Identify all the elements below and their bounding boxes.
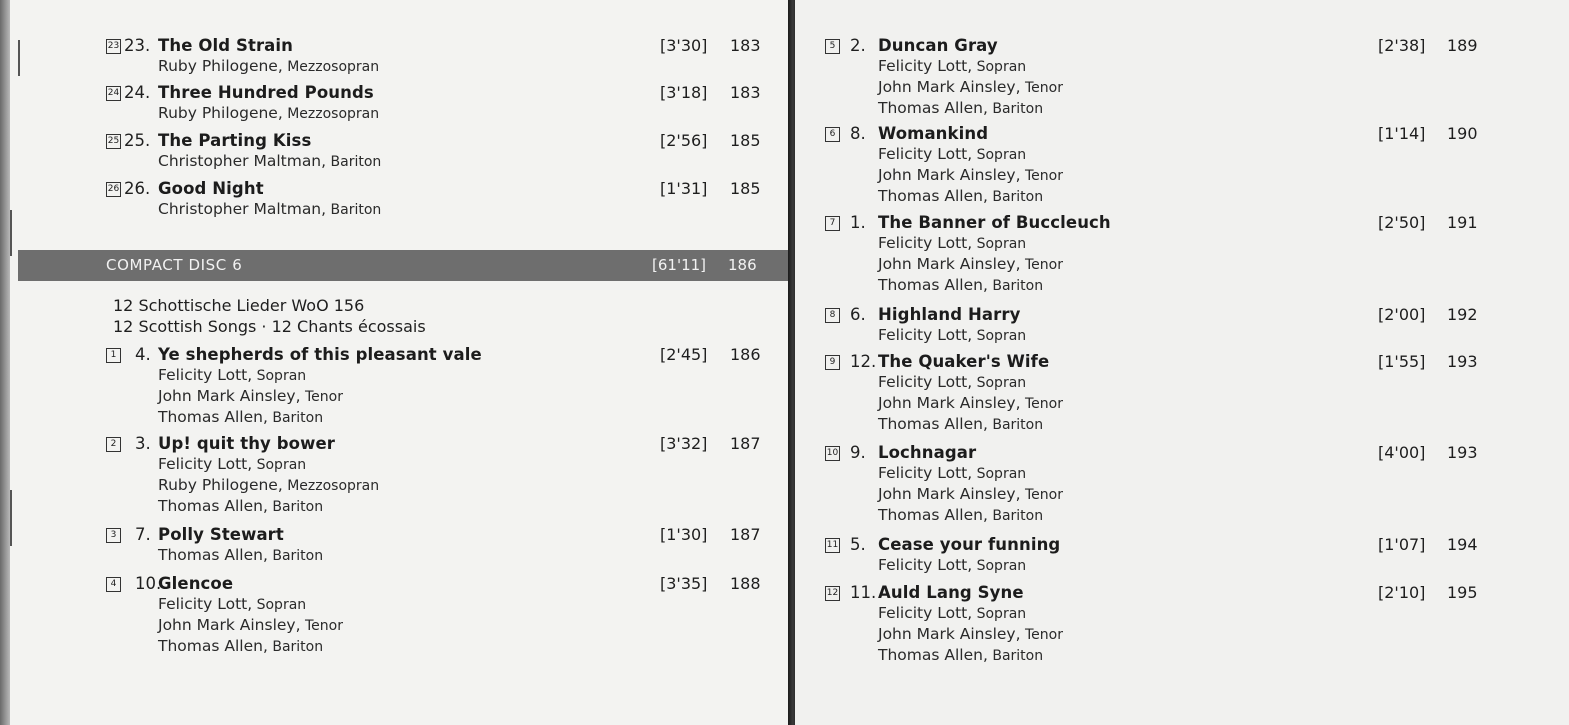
- performer-role: Bariton: [267, 410, 324, 426]
- performer-line: [158, 200, 381, 218]
- performer-line: [878, 506, 1043, 524]
- track-title: Polly Stewart: [158, 525, 284, 544]
- performer-name: Thomas Allen,: [158, 408, 268, 426]
- track-duration: [1'14]: [1378, 124, 1426, 143]
- performer-line: [878, 187, 1043, 205]
- performer-name: Felicity Lott,: [878, 464, 973, 482]
- track-title: Glencoe: [158, 574, 234, 593]
- performer-line: [158, 387, 343, 405]
- performer-line: [878, 99, 1043, 117]
- track-title: The Banner of Buccleuch: [878, 213, 1111, 232]
- performer-line: [158, 497, 323, 515]
- performer-role: Mezzosopran: [282, 59, 380, 75]
- disc-page: 186: [728, 256, 757, 274]
- track-number-box-icon: 2: [106, 437, 121, 452]
- page-edge: [0, 0, 10, 725]
- track-title: Womankind: [878, 124, 989, 143]
- track-number: 5.: [850, 535, 866, 554]
- performer-name: Felicity Lott,: [158, 595, 253, 613]
- track-page-number: 187: [730, 525, 761, 544]
- performer-line: [878, 57, 1026, 75]
- track-number-box-icon: 1: [106, 348, 121, 363]
- performer-name: Christopher Maltman,: [158, 152, 327, 170]
- track-number: 24.: [124, 83, 151, 102]
- performer-name: Ruby Philogene,: [158, 57, 283, 75]
- performer-name: Felicity Lott,: [878, 373, 973, 391]
- performer-role: Mezzosopran: [282, 478, 380, 494]
- performer-role: Bariton: [326, 154, 382, 170]
- track-number: 3.: [135, 434, 151, 453]
- margin-rule: [18, 40, 20, 76]
- performer-line: [158, 408, 323, 426]
- track-number: 10.: [135, 574, 162, 593]
- performer-name: Thomas Allen,: [878, 99, 988, 117]
- performer-line: [878, 464, 1026, 482]
- performer-role: Sopran: [972, 375, 1027, 391]
- performer-name: Felicity Lott,: [158, 455, 253, 473]
- performer-line: [158, 637, 323, 655]
- performer-name: John Mark Ainsley,: [878, 485, 1021, 503]
- track-title: Duncan Gray: [878, 36, 998, 55]
- track-number-box-icon: 24: [106, 86, 121, 101]
- performer-name: Felicity Lott,: [878, 145, 973, 163]
- track-page-number: 193: [1447, 352, 1478, 371]
- performer-role: Tenor: [1020, 627, 1063, 643]
- track-number: 7.: [135, 525, 151, 544]
- track-duration: [1'55]: [1378, 352, 1426, 371]
- performer-role: Sopran: [252, 368, 307, 384]
- performer-name: John Mark Ainsley,: [158, 616, 301, 634]
- performer-name: Felicity Lott,: [878, 57, 973, 75]
- performer-line: [158, 476, 379, 494]
- track-number: 11.: [850, 583, 877, 602]
- performer-name: Thomas Allen,: [878, 646, 988, 664]
- performer-role: Sopran: [972, 59, 1027, 75]
- performer-line: [878, 485, 1063, 503]
- track-duration: [1'07]: [1378, 535, 1426, 554]
- performer-name: Thomas Allen,: [878, 415, 988, 433]
- performer-role: Tenor: [1020, 168, 1063, 184]
- performer-line: [878, 255, 1063, 273]
- track-page-number: 188: [730, 574, 761, 593]
- track-duration: [3'32]: [660, 434, 708, 453]
- performer-name: Felicity Lott,: [878, 326, 973, 344]
- performer-role: Bariton: [267, 639, 324, 655]
- track-page-number: 186: [730, 345, 761, 364]
- performer-line: [878, 556, 1026, 574]
- performer-name: Felicity Lott,: [878, 604, 973, 622]
- performer-role: Tenor: [1020, 487, 1063, 503]
- track-number: 6.: [850, 305, 866, 324]
- performer-line: [158, 455, 306, 473]
- track-duration: [2'45]: [660, 345, 708, 364]
- track-number-box-icon: 8: [825, 308, 840, 323]
- performer-role: Tenor: [300, 389, 343, 405]
- performer-name: Felicity Lott,: [878, 234, 973, 252]
- performer-role: Sopran: [972, 236, 1027, 252]
- track-number-box-icon: 4: [106, 577, 121, 592]
- performer-role: Tenor: [1020, 396, 1063, 412]
- track-number: 23.: [124, 36, 151, 55]
- collection-subtitle: 12 Scottish Songs · 12 Chants écossais: [113, 317, 426, 336]
- track-number-box-icon: 7: [825, 216, 840, 231]
- performer-name: John Mark Ainsley,: [878, 625, 1021, 643]
- performer-line: [878, 604, 1026, 622]
- performer-line: [878, 166, 1063, 184]
- performer-role: Sopran: [972, 606, 1027, 622]
- track-title: Three Hundred Pounds: [158, 83, 374, 102]
- track-number-box-icon: 11: [825, 538, 840, 553]
- track-duration: [2'50]: [1378, 213, 1426, 232]
- track-number-box-icon: 25: [106, 134, 121, 149]
- performer-line: [158, 595, 306, 613]
- disc-label: COMPACT DISC 6: [106, 256, 243, 274]
- track-number-box-icon: 12: [825, 586, 840, 601]
- performer-role: Bariton: [987, 508, 1044, 524]
- performer-name: Ruby Philogene,: [158, 476, 283, 494]
- performer-line: [158, 616, 343, 634]
- performer-name: Thomas Allen,: [158, 637, 268, 655]
- performer-name: Felicity Lott,: [158, 366, 253, 384]
- collection-title: 12 Schottische Lieder WoO 156: [113, 296, 365, 315]
- track-number-box-icon: 6: [825, 127, 840, 142]
- track-title: Highland Harry: [878, 305, 1021, 324]
- track-number: 25.: [124, 131, 151, 150]
- track-page-number: 191: [1447, 213, 1478, 232]
- performer-role: Sopran: [972, 328, 1027, 344]
- track-page-number: 194: [1447, 535, 1478, 554]
- track-page-number: 185: [730, 179, 761, 198]
- performer-role: Tenor: [1020, 257, 1063, 273]
- track-title: The Quaker's Wife: [878, 352, 1050, 371]
- performer-line: [158, 152, 381, 170]
- performer-role: Sopran: [972, 147, 1027, 163]
- performer-name: John Mark Ainsley,: [878, 255, 1021, 273]
- track-title: The Parting Kiss: [158, 131, 312, 150]
- track-page-number: 195: [1447, 583, 1478, 602]
- track-title: Good Night: [158, 179, 264, 198]
- track-number-box-icon: 23: [106, 39, 121, 54]
- track-number: 26.: [124, 179, 151, 198]
- track-duration: [1'31]: [660, 179, 708, 198]
- performer-line: [878, 145, 1026, 163]
- performer-role: Bariton: [987, 648, 1044, 664]
- track-number: 12.: [850, 352, 877, 371]
- track-page-number: 193: [1447, 443, 1478, 462]
- performer-line: [878, 646, 1043, 664]
- performer-name: Thomas Allen,: [878, 276, 988, 294]
- track-title: The Old Strain: [158, 36, 294, 55]
- performer-role: Mezzosopran: [282, 106, 380, 122]
- track-number-box-icon: 10: [825, 446, 840, 461]
- track-number-box-icon: 26: [106, 182, 121, 197]
- track-duration: [2'56]: [660, 131, 708, 150]
- track-number: 1.: [850, 213, 866, 232]
- track-duration: [2'10]: [1378, 583, 1426, 602]
- disc-duration: [61'11]: [652, 256, 707, 274]
- performer-name: Thomas Allen,: [878, 187, 988, 205]
- track-duration: [2'38]: [1378, 36, 1426, 55]
- track-page-number: 183: [730, 83, 761, 102]
- track-number: 9.: [850, 443, 866, 462]
- performer-line: [158, 104, 379, 122]
- track-number: 2.: [850, 36, 866, 55]
- performer-line: [878, 78, 1063, 96]
- track-page-number: 189: [1447, 36, 1478, 55]
- performer-role: Sopran: [252, 597, 307, 613]
- track-page-number: 190: [1447, 124, 1478, 143]
- margin-rule: [10, 490, 12, 546]
- performer-name: Ruby Philogene,: [158, 104, 283, 122]
- performer-line: [878, 276, 1043, 294]
- performer-name: Felicity Lott,: [878, 556, 973, 574]
- track-title: Cease your funning: [878, 535, 1061, 554]
- performer-name: John Mark Ainsley,: [878, 78, 1021, 96]
- performer-role: Tenor: [300, 618, 343, 634]
- track-duration: [4'00]: [1378, 443, 1426, 462]
- track-duration: [3'30]: [660, 36, 708, 55]
- track-number: 8.: [850, 124, 866, 143]
- performer-name: Thomas Allen,: [158, 546, 268, 564]
- track-title: Up! quit thy bower: [158, 434, 335, 453]
- track-page-number: 192: [1447, 305, 1478, 324]
- performer-name: John Mark Ainsley,: [878, 166, 1021, 184]
- track-number: 4.: [135, 345, 151, 364]
- track-page-number: 185: [730, 131, 761, 150]
- performer-role: Bariton: [987, 101, 1044, 117]
- track-duration: [3'35]: [660, 574, 708, 593]
- performer-role: Sopran: [252, 457, 307, 473]
- performer-role: Bariton: [987, 417, 1044, 433]
- performer-role: Bariton: [987, 189, 1044, 205]
- track-duration: [1'30]: [660, 525, 708, 544]
- track-number-box-icon: 9: [825, 355, 840, 370]
- performer-role: Bariton: [267, 548, 324, 564]
- performer-name: Christopher Maltman,: [158, 200, 327, 218]
- track-duration: [2'00]: [1378, 305, 1426, 324]
- performer-name: John Mark Ainsley,: [878, 394, 1021, 412]
- track-title: Ye shepherds of this pleasant vale: [158, 345, 482, 364]
- track-number-box-icon: 5: [825, 39, 840, 54]
- right-page: [795, 0, 1569, 725]
- track-number-box-icon: 3: [106, 528, 121, 543]
- track-page-number: 187: [730, 434, 761, 453]
- performer-name: John Mark Ainsley,: [158, 387, 301, 405]
- performer-line: [158, 366, 306, 384]
- performer-line: [878, 326, 1026, 344]
- performer-role: Tenor: [1020, 80, 1063, 96]
- performer-name: Thomas Allen,: [878, 506, 988, 524]
- track-title: Lochnagar: [878, 443, 977, 462]
- margin-rule: [10, 210, 12, 256]
- performer-line: [878, 234, 1026, 252]
- performer-name: Thomas Allen,: [158, 497, 268, 515]
- performer-line: [158, 57, 379, 75]
- performer-line: [878, 625, 1063, 643]
- performer-line: [158, 546, 323, 564]
- performer-role: Sopran: [972, 466, 1027, 482]
- performer-line: [878, 394, 1063, 412]
- performer-role: Bariton: [267, 499, 324, 515]
- performer-line: [878, 415, 1043, 433]
- performer-role: Bariton: [987, 278, 1044, 294]
- performer-role: Sopran: [972, 558, 1027, 574]
- performer-line: [878, 373, 1026, 391]
- track-title: Auld Lang Syne: [878, 583, 1024, 602]
- track-duration: [3'18]: [660, 83, 708, 102]
- performer-role: Bariton: [326, 202, 382, 218]
- track-page-number: 183: [730, 36, 761, 55]
